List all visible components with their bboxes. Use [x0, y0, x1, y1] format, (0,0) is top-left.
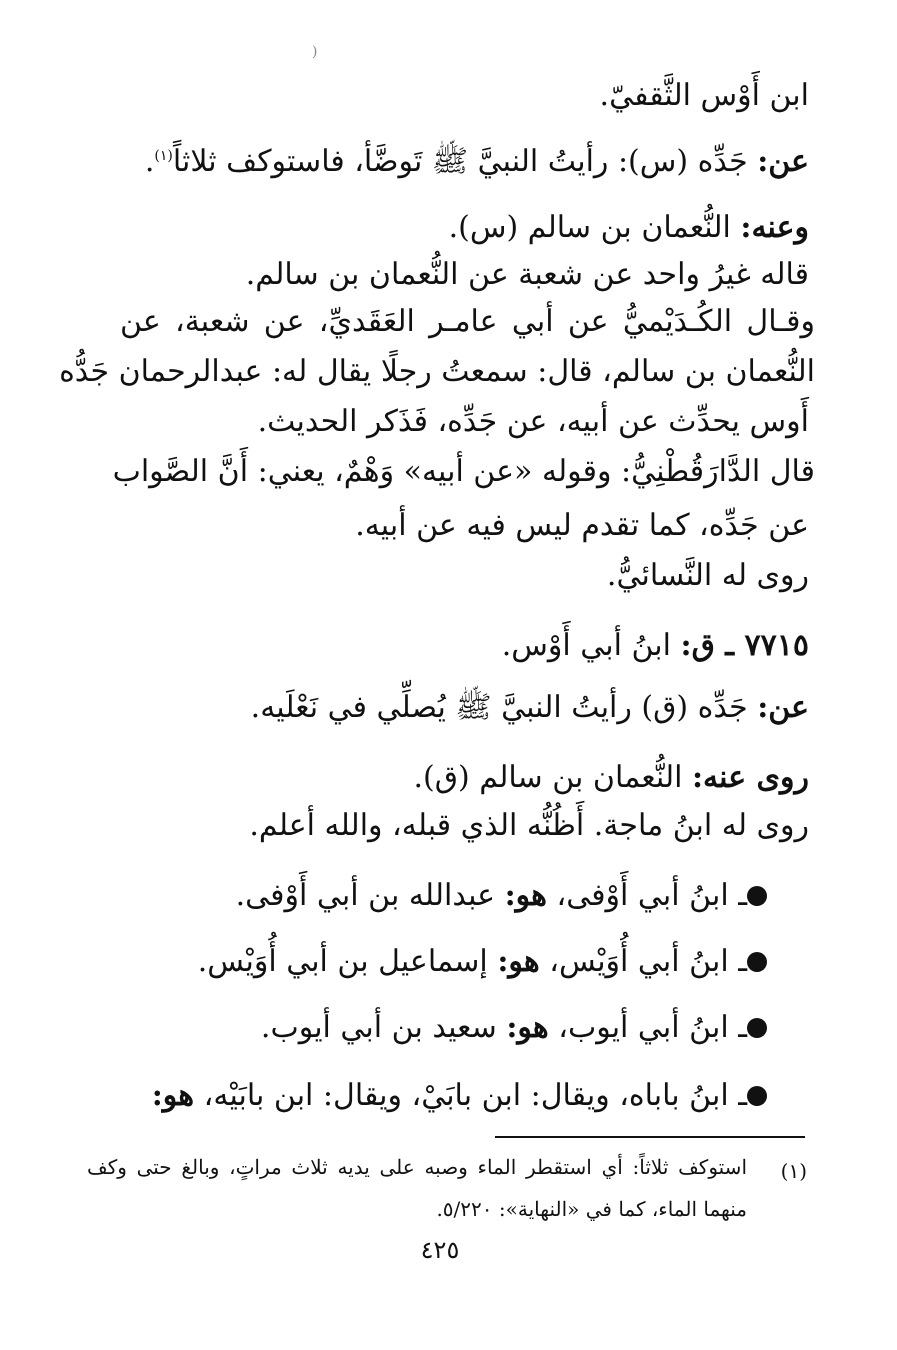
ref-value: إسماعيل بن أبي أُوَيْس.	[197, 944, 488, 979]
footnote-ref: (١)	[154, 148, 173, 164]
label-wa-anhu: وعنه:	[740, 210, 809, 245]
line-end: .	[144, 144, 155, 179]
narration-line	[251, 688, 809, 728]
cross-reference-item	[261, 1008, 747, 1048]
ref-label: هو:	[497, 944, 540, 979]
ref-label: هو:	[506, 1010, 549, 1045]
label-rawa-anhu: روى عنه:	[691, 760, 809, 795]
narrator-line	[414, 758, 809, 798]
cross-reference-item	[152, 1076, 747, 1116]
ref-name: ـ ابنُ أبي أُوَيْس،	[549, 944, 747, 979]
entry-title: ابنُ أبي أَوْس.	[501, 628, 671, 663]
ref-value: عبدالله بن أبي أَوْفى.	[235, 878, 496, 913]
text-line: قال الدَّارَقُطْنِيُّ: وقوله «عن أبيه» وَهْمٌ، يعني: أَنَّ الصَّواب	[112, 454, 815, 489]
text-line: روى له ابنُ ماجة. أَظُنُّه الذي قبله، والله أعلم.	[249, 808, 809, 843]
ref-label: هو:	[151, 1078, 195, 1113]
narration-line	[145, 136, 809, 182]
text-line: النُّعمان بن سالم، قال: سمعتُ رجلًا يقال له: عبدالرحمان جَدُّه	[59, 354, 815, 389]
ref-name: ـ ابنُ أبي أيوب،	[558, 1010, 747, 1045]
footnote-separator	[495, 1136, 805, 1138]
footnote-number: (١)	[780, 1159, 807, 1183]
label-an: عن:	[757, 690, 809, 725]
footnote-line: منهما الماء، كما في «النهاية»: ٥/٢٢٠.	[436, 1197, 747, 1221]
text-line: عن جَدِّه، كما تقدم ليس فيه عن أبيه.	[355, 508, 809, 543]
bullet-icon	[747, 952, 767, 972]
ref-value: سعيد بن أبي أيوب.	[260, 1010, 497, 1045]
scan-mark: )	[312, 44, 318, 60]
bullet-icon	[747, 886, 767, 906]
narration-text: جَدِّه (ق) رأيتُ النبيَّ ﷺ يُصلِّي في نَعْلَيه.	[250, 690, 748, 725]
bullet-icon	[747, 1018, 767, 1038]
ref-label: هو:	[504, 878, 547, 913]
cross-reference-item	[236, 876, 747, 916]
entry-heading	[502, 626, 809, 666]
text-line: روى له النَّسائيُّ.	[606, 558, 809, 593]
narrator-line	[449, 208, 809, 248]
label-an: عن:	[757, 144, 809, 179]
text-line: أَوس يحدِّث عن أبيه، عن جَدِّه، فَذَكر الحديث.	[257, 404, 809, 439]
page-number: ٤٢٥	[420, 1236, 460, 1264]
ref-name: ـ ابنُ باباه، ويقال: ابن بابَيْ، ويقال: ابن بابَيْه،	[203, 1078, 747, 1113]
cross-reference-item	[198, 942, 747, 982]
text-line: قاله غيرُ واحد عن شعبة عن النُّعمان بن سالم.	[245, 257, 809, 292]
bullet-icon	[747, 1086, 767, 1106]
footnote-line: استوكف ثلاثاً: أي استقطر الماء وصبه على يديه ثلاث مراتٍ، وبالغ حتى وكف	[87, 1155, 747, 1179]
narrator-text: النُّعمان بن سالم (ق).	[413, 760, 683, 795]
entry-number: ٧٧١٥ ـ ق:	[680, 628, 809, 663]
ref-name: ـ ابنُ أبي أَوْفى،	[556, 878, 747, 913]
text-line: وقـال الكُـدَيْميُّ عن أبي عامـر العَقَديِّ، عن شعبة، عن	[120, 304, 815, 339]
heading-line: ابن أَوْس الثَّقفيّ.	[599, 78, 809, 113]
narration-text: جَدِّه (س): رأيتُ النبيَّ ﷺ تَوضَّأ، فاستوكف ثلاثاً	[172, 144, 748, 179]
narrator-text: النُّعمان بن سالم (س).	[448, 210, 731, 245]
